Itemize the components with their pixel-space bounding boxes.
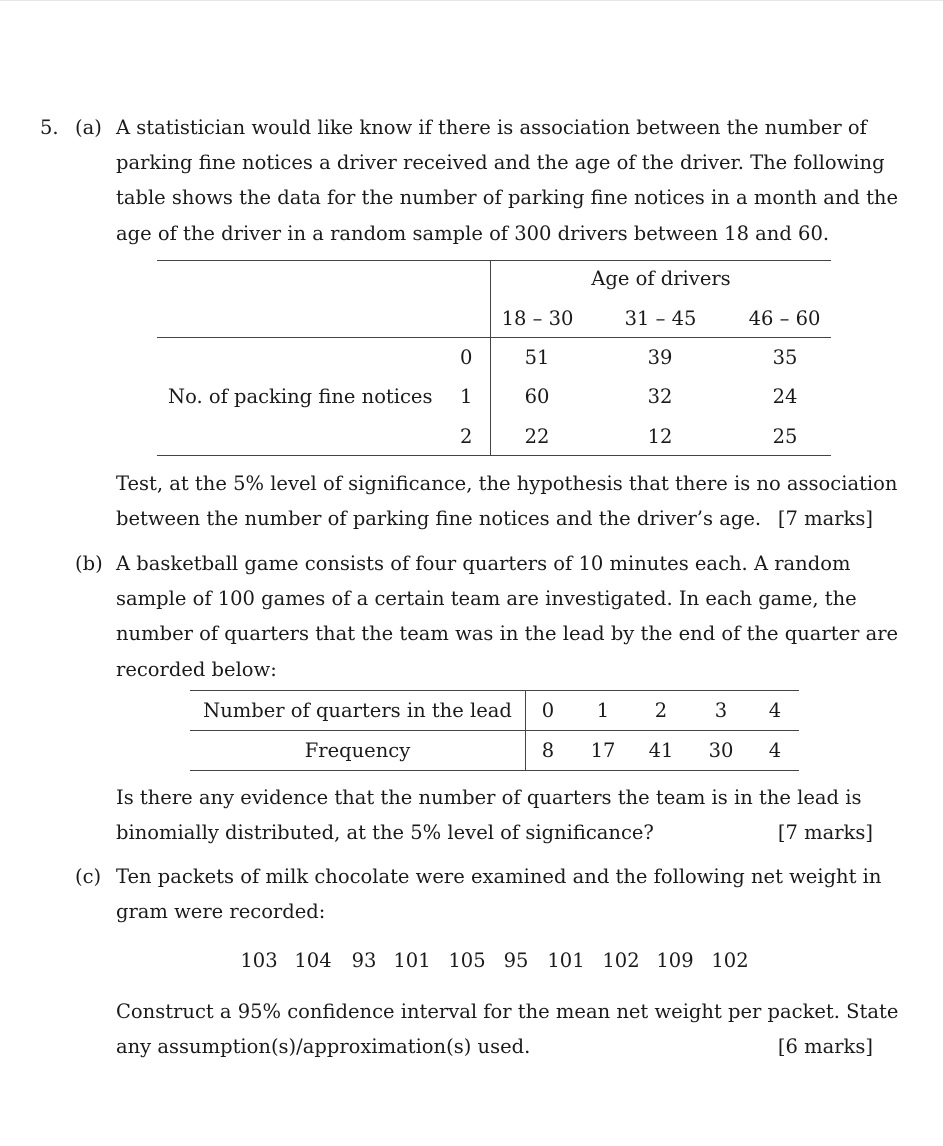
row-group-header: No. of packing fine notices [168,385,433,408]
text-line: Test, at the 5% level of significance, the hypothesis that there is no association [116,472,898,495]
part-a-text [116,110,899,251]
text-line: Construct a 95% confidence interval for the mean net weight per packet. State [116,1000,899,1023]
weight-value: 93 [351,949,377,972]
text-line: any assumption(s)/approximation(s) used. [6 marks] [116,1029,873,1064]
table-cell: 12 [647,425,673,448]
part-a-instruction [116,466,898,536]
part-c-label: (c) [75,865,102,888]
table-cell: 25 [772,425,798,448]
part-a-label: (a) [75,116,102,139]
table-cell: 0 [541,699,555,722]
weight-value: 109 [656,949,694,972]
column-header: 31 – 45 [624,307,697,330]
text-line: gram were recorded: [116,900,326,924]
part-b-instruction [116,780,873,850]
table-cell: 60 [524,385,550,408]
text-line: Ten packets of milk chocolate were examined and the following net weight in [116,865,882,888]
text-line: recorded below: [116,657,277,681]
part-c-instruction [116,994,899,1064]
table-cell: 30 [708,739,734,762]
text-line: A statistician would like know if there is association between the number of [116,116,867,139]
table-cell: 8 [541,739,555,762]
marks-label: [7 marks] [777,821,873,845]
table-cell: 39 [647,346,673,369]
table-cell: 41 [648,739,674,762]
row-label: 2 [460,425,473,448]
row-label: 1 [460,385,473,408]
table-cell: 4 [768,739,782,762]
weight-value: 103 [240,949,278,972]
table-cell: 17 [590,739,616,762]
table-cell: 3 [714,699,728,722]
part-b-text [116,546,899,687]
row-header: Frequency [304,739,411,762]
text-line: parking fine notices a driver received and the age of the driver. The following [116,151,885,175]
marks-label: [7 marks] [777,507,873,531]
table-cell: 2 [654,699,668,722]
weight-value: 95 [503,949,529,972]
row-header: Number of quarters in the lead [203,699,512,722]
weight-value: 101 [547,949,585,972]
table-cell: 51 [524,346,550,369]
marks-label: [6 marks] [777,1035,873,1059]
text-line: table shows the data for the number of parking fine notices in a month and the [116,186,899,210]
text-line: sample of 100 games of a certain team are investigated. In each game, the [116,587,857,611]
weight-value: 104 [294,949,332,972]
text-line: Is there any evidence that the number of quarters the team is in the lead is [116,786,862,809]
part-c-text [116,859,882,929]
table-cell: 32 [647,385,673,408]
weight-value: 101 [393,949,431,972]
table-cell: 1 [596,699,610,722]
table-cell: 4 [768,699,782,722]
weight-value: 102 [711,949,749,972]
text-line: number of quarters that the team was in the lead by the end of the quarter are [116,622,899,646]
column-group-header: Age of drivers [591,267,731,290]
text-line: age of the driver in a random sample of 300 drivers between 18 and 60. [116,221,830,245]
table-cell: 24 [772,385,798,408]
part-b-label: (b) [75,552,103,575]
text-line: between the number of parking fine notices and the driver’s age. [7 marks] [116,501,873,536]
weight-value: 102 [602,949,640,972]
row-label: 0 [460,346,473,369]
page-top-border [0,0,943,1]
text-line: binomially distributed, at the 5% level of significance? [7 marks] [116,815,873,850]
text-line: A basketball game consists of four quarters of 10 minutes each. A random [116,552,851,575]
question-number: 5. [40,116,59,139]
column-header: 18 – 30 [501,307,574,330]
weight-value: 105 [448,949,486,972]
table-cell: 22 [524,425,550,448]
table-cell: 35 [772,346,798,369]
column-header: 46 – 60 [748,307,821,330]
